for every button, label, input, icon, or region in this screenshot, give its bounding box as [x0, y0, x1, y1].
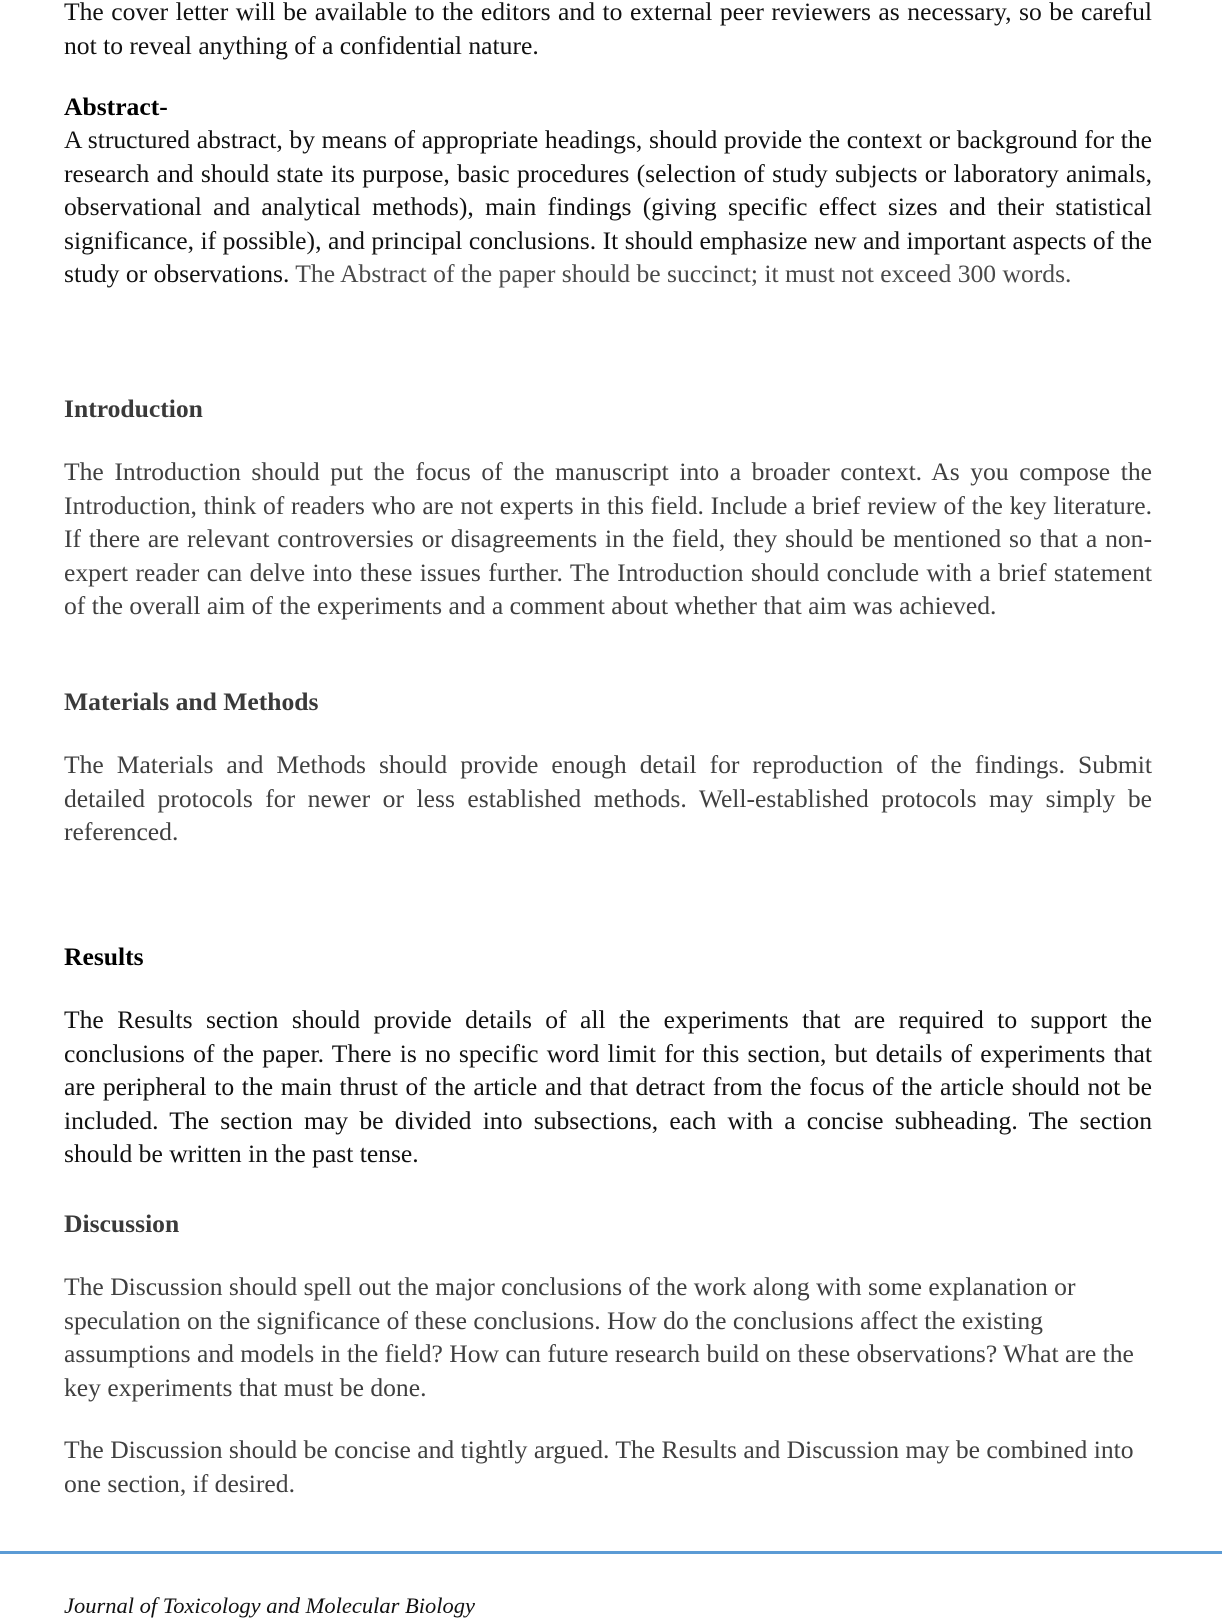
- abstract-length-note: The Abstract of the paper should be succinct; it must not exceed 300 words.: [295, 259, 1072, 288]
- materials-methods-paragraph: The Materials and Methods should provide enough detail for reproduction of the findings. Submit detailed protocols for newer or less established methods. Well-established protocols may simply be referenced.: [64, 750, 1152, 846]
- results-paragraph: The Results section should provide details of all the experiments that are required to support the conclusions of the paper. There is no specific word limit for this section, but details of experiments that are peripheral to the main thrust of the article and that detract from the focus of the article should not be included. The section may be divided into subsections, each with a concise subheading. The section should be written in the past tense.: [64, 1005, 1152, 1168]
- abstract-main-text: A structured abstract, by means of appropriate headings, should provide the context or background for the research and should state its purpose, basic procedures (selection of study subjects or laboratory animals, observational and analytical methods), main findings (giving specific effect sizes and their statistical significance, if possible), and principal conclusions. It should emphasize new and important aspects of the study or observations.: [64, 125, 1152, 288]
- materials-methods-heading: Materials and Methods: [64, 687, 319, 716]
- discussion-paragraph-1: The Discussion should spell out the major conclusions of the work along with some explanation or speculation on the significance of these conclusions. How do the conclusions affect the existing assumptions and models in the field? How can future research build on these observations? What are the key experiments that must be done.: [64, 1272, 1134, 1402]
- introduction-paragraph: The Introduction should put the focus of the manuscript into a broader context. As you compose the Introduction, think of readers who are not experts in this field. Include a brief review of the key literature. If there are relevant controversies or disagreements in the field, they should be mentioned so that a non-expert reader can delve into these issues further. The Introduction should conclude with a brief statement of the overall aim of the experiments and a comment about whether that aim was achieved.: [64, 457, 1152, 620]
- footer-divider: [0, 1551, 1222, 1554]
- abstract-paragraph: [64, 123, 1152, 291]
- cover-letter-paragraph: The cover letter will be available to the editors and to external peer reviewers as necessary, so be careful not to reveal anything of a confidential nature.: [64, 0, 1152, 60]
- abstract-heading: Abstract-: [64, 92, 168, 121]
- discussion-paragraph-2: The Discussion should be concise and tightly argued. The Results and Discussion may be combined into one section, if desired.: [64, 1435, 1134, 1498]
- discussion-heading: Discussion: [64, 1209, 180, 1238]
- footer-journal-name: Journal of Toxicology and Molecular Biology: [64, 1593, 475, 1618]
- results-heading: Results: [64, 942, 144, 971]
- introduction-heading: Introduction: [64, 394, 203, 423]
